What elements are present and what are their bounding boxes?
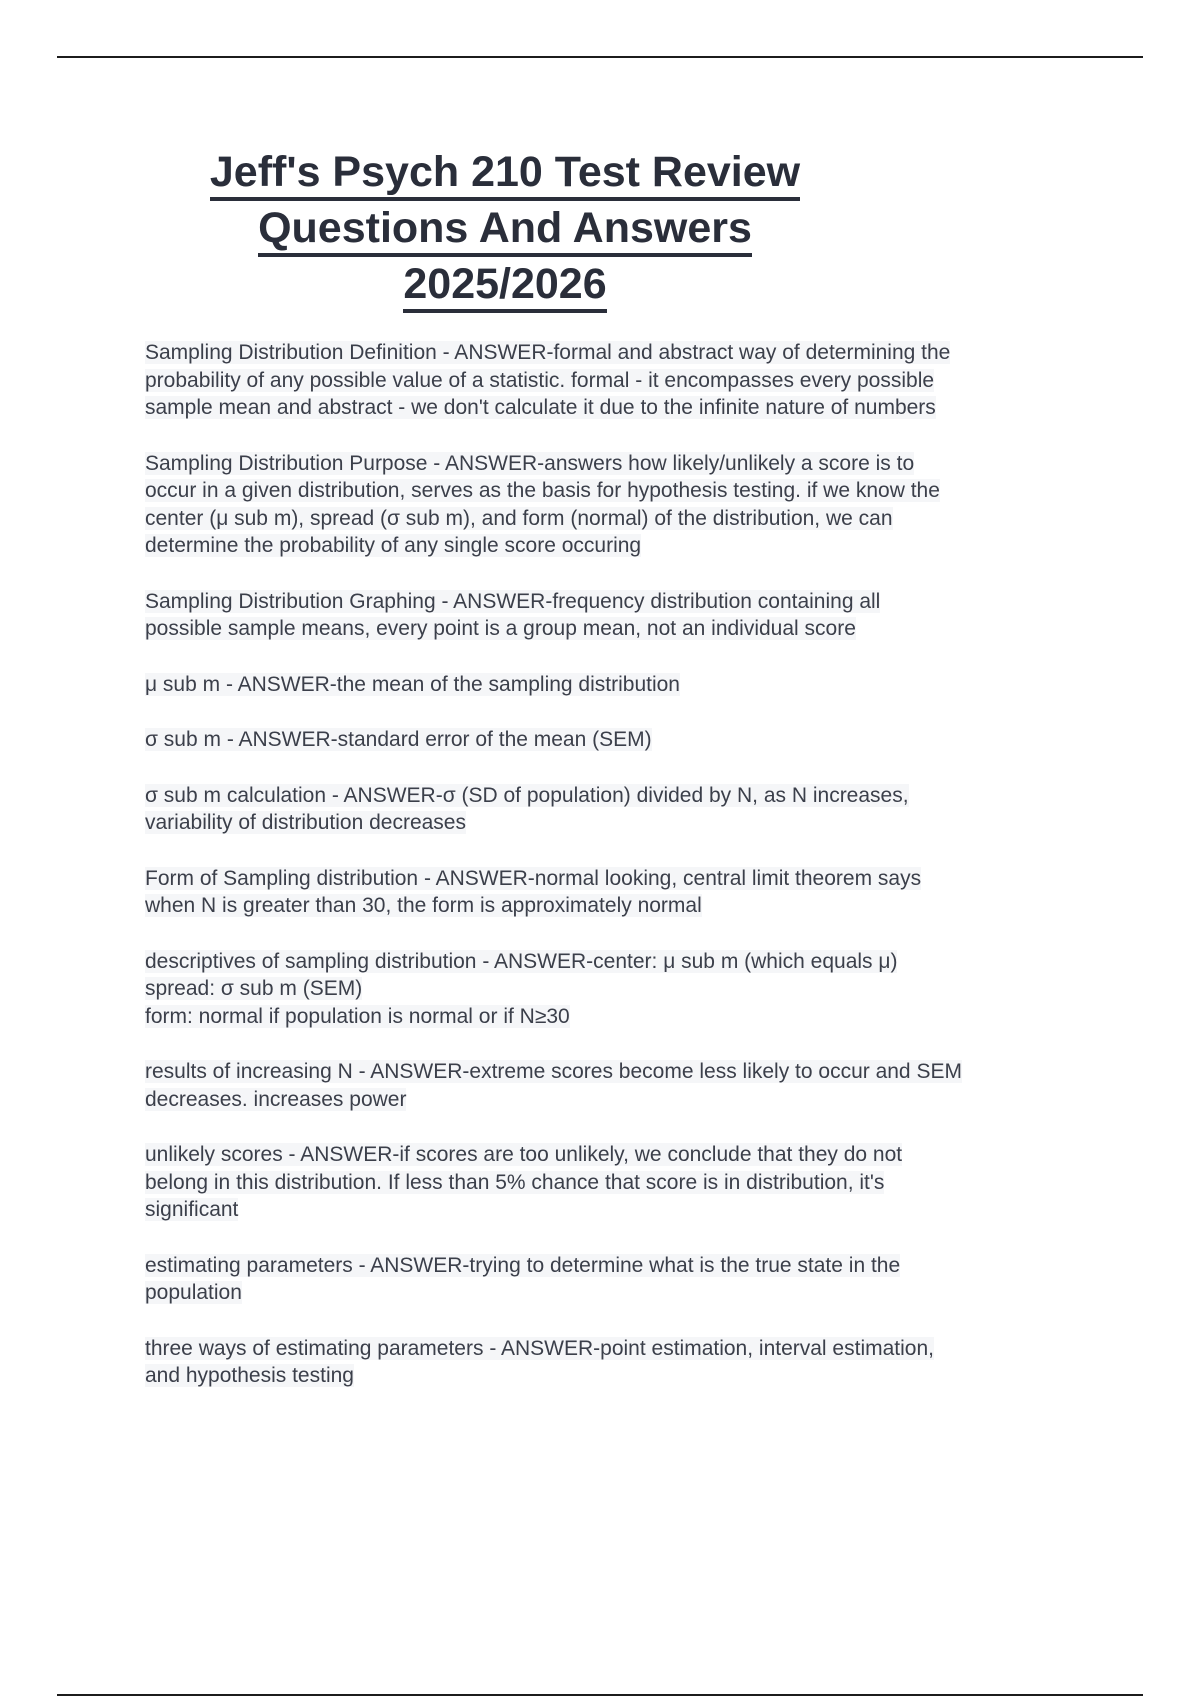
bottom-rule bbox=[57, 1694, 1143, 1696]
qa-line-text: Sampling Distribution Purpose - ANSWER-answers how likely/unlikely a score is to bbox=[145, 451, 915, 475]
qa-line bbox=[145, 865, 1105, 893]
qa-line bbox=[145, 477, 1105, 505]
qa-line bbox=[145, 450, 1105, 478]
qa-line-text: significant bbox=[145, 1198, 239, 1221]
qa-line bbox=[145, 1279, 1105, 1307]
qa-item bbox=[145, 588, 1105, 643]
qa-line bbox=[145, 975, 1105, 1003]
qa-item bbox=[145, 782, 1105, 837]
qa-line-text: σ sub m - ANSWER-standard error of the mean (SEM) bbox=[145, 728, 652, 751]
qa-item bbox=[145, 339, 1105, 422]
qa-line-text: decreases. increases power bbox=[145, 1087, 407, 1111]
qa-item bbox=[145, 1141, 1105, 1224]
qa-line bbox=[145, 1141, 1105, 1169]
qa-item bbox=[145, 671, 1105, 699]
qa-line-text: probability of any possible value of a statistic. formal - it encompasses every possible bbox=[145, 368, 935, 392]
qa-line-text: occur in a given distribution, serves as the basis for hypothesis testing. if we know the bbox=[145, 479, 940, 502]
qa-line-text: possible sample means, every point is a group mean, not an individual score bbox=[145, 617, 856, 640]
qa-item bbox=[145, 450, 1105, 560]
qa-line bbox=[145, 505, 1105, 533]
qa-line bbox=[145, 1252, 1105, 1280]
qa-line-text: Sampling Distribution Graphing - ANSWER-frequency distribution containing all bbox=[145, 589, 881, 613]
qa-line-text: estimating parameters - ANSWER-trying to determine what is the true state in the bbox=[145, 1253, 901, 1277]
qa-line-text: determine the probability of any single score occuring bbox=[145, 534, 642, 557]
qa-line-text: population bbox=[145, 1281, 242, 1304]
qa-line-text: spread: σ sub m (SEM) bbox=[145, 977, 363, 1000]
qa-line-text: when N is greater than 30, the form is approximately normal bbox=[145, 894, 702, 917]
qa-line-text: belong in this distribution. If less than 5% chance that score is in distribution, it's bbox=[145, 1170, 885, 1194]
qa-line bbox=[145, 726, 1105, 754]
qa-line-text: form: normal if population is normal or if N≥30 bbox=[145, 1004, 570, 1028]
qa-line-text: results of increasing N - ANSWER-extreme scores become less likely to occur and SEM bbox=[145, 1060, 962, 1083]
qa-line-text: sample mean and abstract - we don't calculate it due to the infinite nature of numbers bbox=[145, 396, 936, 419]
qa-line-text: three ways of estimating parameters - ANSWER-point estimation, interval estimation, bbox=[145, 1336, 934, 1360]
qa-line bbox=[145, 782, 1105, 810]
qa-line-text: Form of Sampling distribution - ANSWER-normal looking, central limit theorem says bbox=[145, 866, 922, 890]
qa-line bbox=[145, 1196, 1105, 1224]
qa-line bbox=[145, 671, 1105, 699]
qa-item bbox=[145, 865, 1105, 920]
qa-line-text: and hypothesis testing bbox=[145, 1364, 354, 1387]
title-line-1: Jeff's Psych 210 Test Review bbox=[135, 144, 875, 200]
qa-line-text: μ sub m - ANSWER-the mean of the sampling distribution bbox=[145, 672, 680, 696]
qa-line-text: variability of distribution decreases bbox=[145, 811, 466, 834]
qa-item bbox=[145, 948, 1105, 1031]
qa-line bbox=[145, 892, 1105, 920]
qa-line bbox=[145, 615, 1105, 643]
qa-item bbox=[145, 726, 1105, 754]
qa-line-text: unlikely scores - ANSWER-if scores are too unlikely, we conclude that they do not bbox=[145, 1143, 903, 1166]
qa-line-text: σ sub m calculation - ANSWER-σ (SD of population) divided by N, as N increases, bbox=[145, 783, 909, 807]
qa-line bbox=[145, 1335, 1105, 1363]
title-line-2: Questions And Answers bbox=[135, 200, 875, 256]
top-rule bbox=[57, 56, 1143, 58]
qa-line bbox=[145, 1058, 1105, 1086]
qa-line bbox=[145, 394, 1105, 422]
qa-line-text: Sampling Distribution Definition - ANSWER-formal and abstract way of determining the bbox=[145, 341, 951, 364]
qa-line bbox=[145, 1003, 1105, 1031]
qa-item bbox=[145, 1335, 1105, 1390]
qa-line bbox=[145, 339, 1105, 367]
qa-line bbox=[145, 532, 1105, 560]
qa-line bbox=[145, 367, 1105, 395]
page-title bbox=[135, 144, 875, 312]
qa-line bbox=[145, 948, 1105, 976]
qa-line-text: descriptives of sampling distribution - ANSWER-center: μ sub m (which equals μ) bbox=[145, 949, 898, 973]
qa-line bbox=[145, 1362, 1105, 1390]
qa-line bbox=[145, 1086, 1105, 1114]
qa-item bbox=[145, 1252, 1105, 1307]
qa-line bbox=[145, 809, 1105, 837]
qa-line-text: center (μ sub m), spread (σ sub m), and form (normal) of the distribution, we can bbox=[145, 506, 893, 530]
qa-line bbox=[145, 1169, 1105, 1197]
qa-item bbox=[145, 1058, 1105, 1113]
qa-line bbox=[145, 588, 1105, 616]
qa-list bbox=[145, 339, 1105, 1418]
title-line-3: 2025/2026 bbox=[135, 256, 875, 312]
